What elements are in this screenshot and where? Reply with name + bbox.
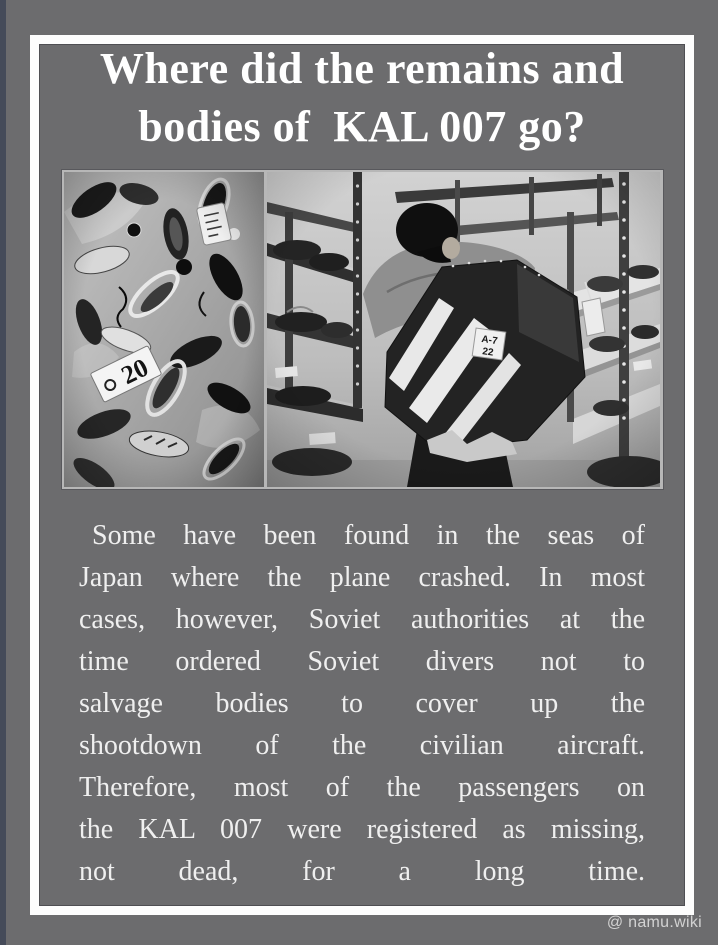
shoes-photo-illustration [64, 172, 264, 487]
poster-frame [30, 35, 694, 915]
body-line: the KAL 007 were registered as missing, [79, 814, 645, 845]
body-line: Japan where the plane crashed. In most [79, 562, 645, 593]
page-title [45, 40, 679, 156]
body-line: Therefore, most of the passengers on [79, 772, 645, 803]
body-line: Some have been found in the seas of [92, 520, 645, 551]
body-paragraph [79, 515, 645, 893]
watermark: @ namu.wiki [606, 914, 702, 931]
photo-strip [62, 170, 663, 489]
left-edge-strip [0, 0, 6, 945]
body-line: salvage bodies to cover up the [79, 688, 645, 719]
wreckage-photo-illustration [267, 172, 660, 487]
photo-wreckage-examination [267, 172, 660, 487]
body-line: shootdown of the civilian aircraft. [79, 730, 645, 761]
title-line-2: bodies of KAL 007 go? [138, 102, 586, 151]
photo-recovered-shoes [64, 172, 264, 487]
body-line: not dead, for a long time. [79, 856, 645, 887]
body-line: time ordered Soviet divers not to [79, 646, 645, 677]
title-line-1: Where did the remains and [99, 44, 625, 93]
body-line: cases, however, Soviet authorities at the [79, 604, 645, 635]
